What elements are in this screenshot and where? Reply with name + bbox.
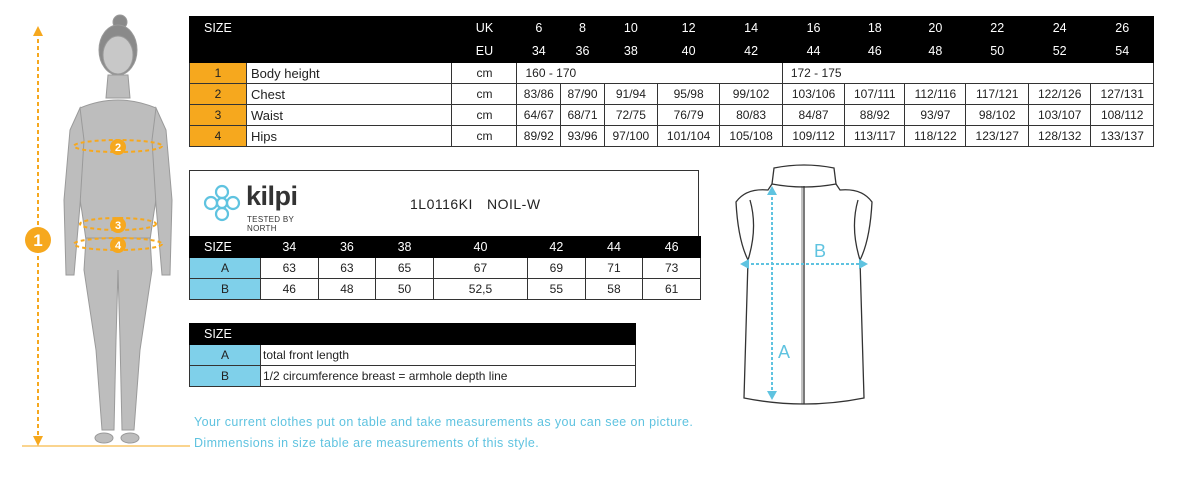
- table-row-chest: [190, 84, 1154, 105]
- uk-size: 24: [1028, 17, 1090, 40]
- vest-diagram: [728, 160, 880, 412]
- eu-size: 42: [720, 40, 782, 63]
- uk-size: 10: [604, 17, 657, 40]
- style-code: 1L0116KI: [410, 196, 473, 212]
- eu-size: 54: [1091, 40, 1154, 63]
- uk-size: 6: [517, 17, 561, 40]
- garment-size: 42: [528, 237, 586, 258]
- row-label: Waist: [247, 105, 452, 126]
- table-cell: 127/131: [1091, 84, 1154, 105]
- table-cell: 87/90: [561, 84, 605, 105]
- table-cell: 50: [376, 279, 434, 300]
- table-cell: 76/79: [657, 105, 719, 126]
- table-cell: 83/86: [517, 84, 561, 105]
- table-cell: 128/132: [1028, 126, 1090, 147]
- eu-size: 50: [966, 40, 1028, 63]
- body-measurement-figure: [0, 0, 190, 484]
- table-row-body-height: [190, 63, 1154, 84]
- row-label: Body height: [247, 63, 452, 84]
- garment-size: 46: [643, 237, 701, 258]
- table-cell: 65: [376, 258, 434, 279]
- eu-size: 38: [604, 40, 657, 63]
- measurement-legend-table: [189, 323, 636, 387]
- uk-size: 12: [657, 17, 719, 40]
- uk-label: UK: [452, 17, 517, 40]
- table-cell: 107/111: [845, 84, 905, 105]
- marker-height: 1: [33, 231, 43, 250]
- eu-size: 34: [517, 40, 561, 63]
- table-cell: 88/92: [845, 105, 905, 126]
- row-number: 4: [190, 126, 247, 147]
- table-cell: 91/94: [604, 84, 657, 105]
- style-header: [189, 170, 699, 236]
- table-cell: 63: [318, 258, 376, 279]
- marker-chest: 2: [114, 142, 122, 154]
- eu-size: 36: [561, 40, 605, 63]
- garment-size-table: [189, 236, 701, 300]
- table-cell: 58: [585, 279, 643, 300]
- vest-label-b: B: [814, 241, 827, 261]
- eu-size: 48: [905, 40, 966, 63]
- size-header-label: SIZE: [190, 237, 261, 258]
- garment-size: 40: [433, 237, 527, 258]
- table-cell: 89/92: [517, 126, 561, 147]
- table-cell: 117/121: [966, 84, 1028, 105]
- table-cell: 61: [643, 279, 701, 300]
- brand-tagline: TESTED BY NORTH: [247, 215, 295, 233]
- table-cell: 99/102: [720, 84, 782, 105]
- table-cell: 73: [643, 258, 701, 279]
- style-dimension-note: Dimmensions in size table are measurements of this style.: [194, 436, 540, 450]
- garment-size: 36: [318, 237, 376, 258]
- table-cell: 93/97: [905, 105, 966, 126]
- uk-size: 18: [845, 17, 905, 40]
- table-cell: 133/137: [1091, 126, 1154, 147]
- table-cell: 113/117: [845, 126, 905, 147]
- legend-desc: total front length: [261, 345, 636, 366]
- table-row-hips: [190, 126, 1154, 147]
- table-cell: 72/75: [604, 105, 657, 126]
- table-cell: 98/102: [966, 105, 1028, 126]
- row-number: 1: [190, 63, 247, 84]
- table-row-waist: [190, 105, 1154, 126]
- row-unit: cm: [452, 105, 517, 126]
- table-cell: 69: [528, 258, 586, 279]
- legend-row-b: [190, 366, 636, 387]
- eu-size: 40: [657, 40, 719, 63]
- size-header-uk-row: [190, 17, 1154, 40]
- table-cell: 84/87: [782, 105, 844, 126]
- table-cell: 101/104: [657, 126, 719, 147]
- size-header-label: SIZE: [190, 17, 452, 40]
- knot-logo-icon: [202, 183, 242, 223]
- table-cell: 64/67: [517, 105, 561, 126]
- size-header-eu-row: [190, 40, 1154, 63]
- table-cell: 112/116: [905, 84, 966, 105]
- row-unit: cm: [452, 126, 517, 147]
- row-label: Chest: [247, 84, 452, 105]
- legend-desc: 1/2 circumference breast = armhole depth line: [261, 366, 636, 387]
- vest-label-a: A: [778, 342, 791, 362]
- measure-instruction-note: Your current clothes put on table and take measurements as you can see on picture.: [194, 415, 694, 429]
- table-cell: 80/83: [720, 105, 782, 126]
- eu-size: 46: [845, 40, 905, 63]
- garment-size: 34: [261, 237, 319, 258]
- brand-name: kilpi: [246, 181, 298, 211]
- marker-waist: 3: [114, 220, 122, 232]
- table-cell: 93/96: [561, 126, 605, 147]
- table-cell: 97/100: [604, 126, 657, 147]
- garment-row-b: [190, 279, 701, 300]
- table-cell: 68/71: [561, 105, 605, 126]
- table-cell: 103/107: [1028, 105, 1090, 126]
- legend-row-a: [190, 345, 636, 366]
- table-cell: 103/106: [782, 84, 844, 105]
- legend-key: B: [190, 366, 261, 387]
- uk-size: 26: [1091, 17, 1154, 40]
- kilpi-logo: [202, 181, 322, 233]
- garment-size-header-row: [190, 237, 701, 258]
- height-range: 172 - 175: [782, 63, 1153, 84]
- table-cell: 71: [585, 258, 643, 279]
- table-cell: 109/112: [782, 126, 844, 147]
- row-unit: cm: [452, 84, 517, 105]
- legend-header-row: [190, 324, 636, 345]
- uk-size: 8: [561, 17, 605, 40]
- garment-size: 44: [585, 237, 643, 258]
- garment-row-a: [190, 258, 701, 279]
- table-cell: 122/126: [1028, 84, 1090, 105]
- table-cell: 48: [318, 279, 376, 300]
- table-cell: 105/108: [720, 126, 782, 147]
- uk-size: 22: [966, 17, 1028, 40]
- body-size-table: [189, 16, 1154, 147]
- table-cell: 46: [261, 279, 319, 300]
- table-cell: 108/112: [1091, 105, 1154, 126]
- row-label: Hips: [247, 126, 452, 147]
- table-cell: 55: [528, 279, 586, 300]
- garment-size: 38: [376, 237, 434, 258]
- table-cell: 52,5: [433, 279, 527, 300]
- height-range: 160 - 170: [517, 63, 782, 84]
- row-number: 3: [190, 105, 247, 126]
- size-header-label: SIZE: [190, 324, 261, 345]
- uk-size: 16: [782, 17, 844, 40]
- style-name: NOIL-W: [487, 196, 541, 212]
- table-cell: 123/127: [966, 126, 1028, 147]
- eu-label: EU: [452, 40, 517, 63]
- legend-key: A: [190, 345, 261, 366]
- row-key: A: [190, 258, 261, 279]
- uk-size: 14: [720, 17, 782, 40]
- row-number: 2: [190, 84, 247, 105]
- row-key: B: [190, 279, 261, 300]
- table-cell: 63: [261, 258, 319, 279]
- eu-size: 52: [1028, 40, 1090, 63]
- table-cell: 95/98: [657, 84, 719, 105]
- eu-size: 44: [782, 40, 844, 63]
- table-cell: 118/122: [905, 126, 966, 147]
- table-cell: 67: [433, 258, 527, 279]
- uk-size: 20: [905, 17, 966, 40]
- marker-hips: 4: [114, 240, 122, 252]
- row-unit: cm: [452, 63, 517, 84]
